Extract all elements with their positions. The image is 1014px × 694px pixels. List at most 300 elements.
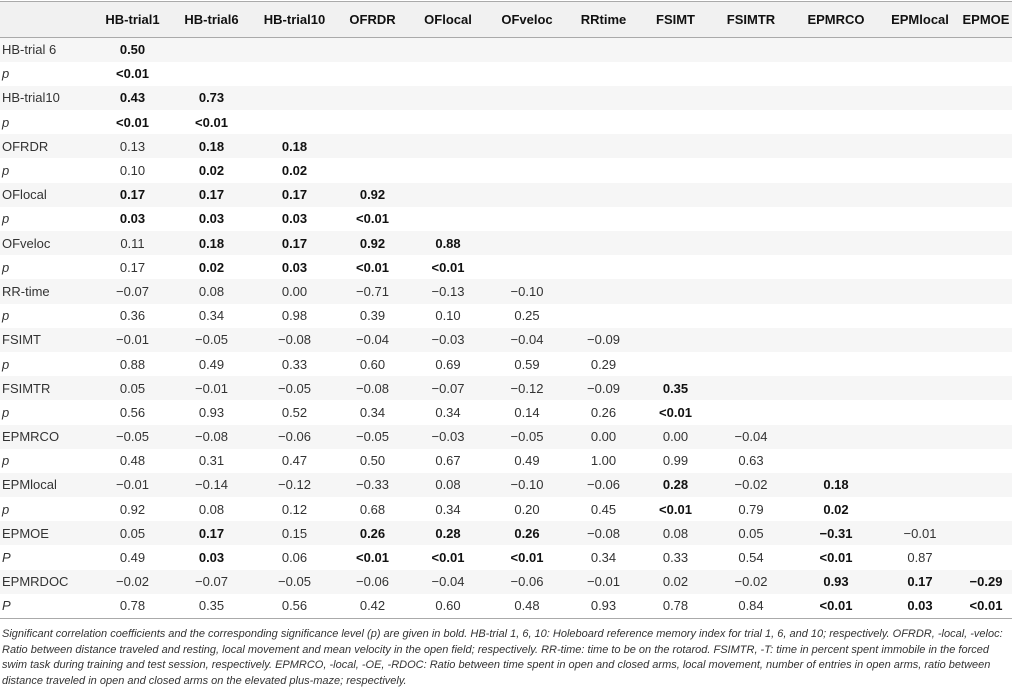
table-row xyxy=(0,158,1012,182)
table-cell: 1.00 xyxy=(590,453,617,469)
empty-cell xyxy=(792,110,880,134)
empty-cell xyxy=(566,134,641,158)
table-cell: 0.48 xyxy=(488,594,566,618)
table-cell: 0.73 xyxy=(198,90,225,106)
table-cell: 0.31 xyxy=(198,453,225,469)
table-cell: 0.93 xyxy=(566,594,641,618)
row-label: EPMRDOC xyxy=(2,574,69,590)
empty-cell xyxy=(960,62,1012,86)
row-label: p xyxy=(2,114,10,130)
table-cell: −0.07 xyxy=(431,380,465,396)
column-header: FSIMTR xyxy=(710,2,792,38)
table-cell: 0.08 xyxy=(435,477,461,493)
table-cell: <0.01 xyxy=(819,550,853,566)
empty-cell xyxy=(880,207,960,231)
table-cell: 0.99 xyxy=(662,453,689,469)
empty-cell xyxy=(792,304,880,328)
table-cell: 0.17 xyxy=(198,187,225,203)
table-cell: 0.48 xyxy=(119,453,146,469)
empty-cell xyxy=(488,255,566,279)
table-cell: <0.01 xyxy=(510,550,544,566)
empty-cell xyxy=(792,352,880,376)
table-row xyxy=(0,110,1012,134)
empty-cell xyxy=(566,158,641,182)
empty-cell xyxy=(792,183,880,207)
empty-cell xyxy=(566,231,641,255)
table-cell: 0.08 xyxy=(198,283,225,299)
empty-cell xyxy=(960,304,1012,328)
column-header: HB-trial1 xyxy=(94,2,171,38)
empty-cell xyxy=(641,304,710,328)
row-label: OFveloc xyxy=(2,235,51,251)
table-cell: −0.05 xyxy=(278,380,311,396)
table-cell: 0.14 xyxy=(514,404,540,420)
empty-cell xyxy=(566,110,641,134)
empty-cell xyxy=(408,62,488,86)
empty-cell xyxy=(337,134,408,158)
empty-cell xyxy=(710,376,792,400)
table-cell: 0.00 xyxy=(281,283,308,299)
empty-cell xyxy=(710,38,792,62)
empty-cell xyxy=(566,62,641,86)
table-cell: 0.92 xyxy=(359,235,386,251)
table-cell: <0.01 xyxy=(356,259,389,275)
empty-cell xyxy=(171,38,252,62)
empty-cell xyxy=(792,425,880,449)
table-cell: 0.60 xyxy=(408,594,488,618)
empty-cell xyxy=(880,134,960,158)
table-cell: 0.60 xyxy=(359,356,386,372)
empty-cell xyxy=(408,38,488,62)
table-cell: 0.47 xyxy=(281,453,308,469)
empty-cell xyxy=(337,86,408,110)
empty-cell xyxy=(488,62,566,86)
column-header: OFveloc xyxy=(488,2,566,38)
table-cell: 0.78 xyxy=(94,594,171,618)
table-cell: −0.03 xyxy=(431,332,465,348)
table-cell: 0.92 xyxy=(359,187,386,203)
empty-cell xyxy=(960,376,1012,400)
row-label: p xyxy=(2,66,10,82)
table-cell: <0.01 xyxy=(116,66,149,82)
table-row xyxy=(0,570,1012,594)
table-cell: 0.49 xyxy=(198,356,225,372)
empty-cell xyxy=(252,38,337,62)
correlation-table xyxy=(0,1,1012,619)
table-cell: 0.05 xyxy=(119,380,146,396)
table-cell: −0.01 xyxy=(116,332,149,348)
table-cell: 0.17 xyxy=(198,525,225,541)
empty-cell xyxy=(641,352,710,376)
empty-cell xyxy=(710,328,792,352)
table-cell: −0.09 xyxy=(587,332,620,348)
row-label: p xyxy=(2,308,10,324)
table-cell: −0.02 xyxy=(734,574,768,590)
table-cell: 0.88 xyxy=(435,235,461,251)
table-cell: 0.63 xyxy=(738,453,764,469)
empty-cell xyxy=(710,352,792,376)
table-row xyxy=(0,425,1012,449)
table-cell: 0.03 xyxy=(198,550,225,566)
empty-cell xyxy=(880,449,960,473)
empty-cell xyxy=(488,207,566,231)
table-cell: −0.02 xyxy=(116,574,149,590)
table-cell: 0.93 xyxy=(823,574,849,590)
table-cell: 0.34 xyxy=(198,308,225,324)
table-row xyxy=(0,352,1012,376)
table-cell: 0.29 xyxy=(590,356,617,372)
table-cell: 0.35 xyxy=(171,594,252,618)
empty-cell xyxy=(880,62,960,86)
empty-cell xyxy=(566,207,641,231)
empty-cell xyxy=(792,62,880,86)
table-cell: 0.45 xyxy=(590,501,617,517)
column-header: OFlocal xyxy=(408,2,488,38)
table-row xyxy=(0,473,1012,497)
empty-cell xyxy=(641,231,710,255)
column-header: EPMRCO xyxy=(792,2,880,38)
table-cell: 0.93 xyxy=(198,404,225,420)
empty-cell xyxy=(641,183,710,207)
empty-cell xyxy=(337,158,408,182)
empty-cell xyxy=(880,158,960,182)
table-row xyxy=(0,304,1012,328)
table-cell: 0.00 xyxy=(590,429,617,445)
empty-cell xyxy=(880,279,960,303)
table-cell: 0.68 xyxy=(359,501,386,517)
table-cell: 0.28 xyxy=(435,525,461,541)
empty-cell xyxy=(337,110,408,134)
table-cell: 0.02 xyxy=(281,163,308,179)
table-cell: −0.10 xyxy=(510,283,544,299)
table-row xyxy=(0,183,1012,207)
table-cell: 0.03 xyxy=(281,211,308,227)
table-cell: 0.12 xyxy=(281,501,308,517)
table-cell: −0.01 xyxy=(587,574,620,590)
table-header xyxy=(0,2,1012,38)
empty-cell xyxy=(252,110,337,134)
empty-cell xyxy=(408,134,488,158)
table-cell: 0.17 xyxy=(281,235,308,251)
table-cell: −0.07 xyxy=(116,283,149,299)
empty-cell xyxy=(880,38,960,62)
table-cell: −0.04 xyxy=(734,429,768,445)
table-cell: 0.87 xyxy=(907,550,933,566)
table-cell: 0.28 xyxy=(662,477,689,493)
table-cell: 0.36 xyxy=(119,308,146,324)
empty-cell xyxy=(641,279,710,303)
table-cell: −0.02 xyxy=(734,477,768,493)
table-cell: −0.07 xyxy=(195,574,228,590)
table-cell: −0.01 xyxy=(903,525,937,541)
table-cell: 0.26 xyxy=(359,525,386,541)
table-cell: −0.05 xyxy=(116,429,149,445)
empty-cell xyxy=(710,183,792,207)
empty-cell xyxy=(792,255,880,279)
empty-cell xyxy=(880,328,960,352)
empty-cell xyxy=(792,38,880,62)
empty-cell xyxy=(880,110,960,134)
empty-cell xyxy=(792,207,880,231)
empty-cell xyxy=(960,425,1012,449)
empty-cell xyxy=(337,62,408,86)
empty-cell xyxy=(710,134,792,158)
table-cell: 0.00 xyxy=(662,429,689,445)
table-cell: −0.01 xyxy=(116,477,149,493)
table-row xyxy=(0,545,1012,569)
empty-cell xyxy=(710,400,792,424)
table-cell: 0.17 xyxy=(119,187,146,203)
table-cell: 0.03 xyxy=(198,211,225,227)
table-cell: −0.06 xyxy=(356,574,389,590)
table-cell: <0.01 xyxy=(195,114,228,130)
table-cell: <0.01 xyxy=(659,404,692,420)
empty-cell xyxy=(880,473,960,497)
table-cell: <0.01 xyxy=(431,259,465,275)
table-cell: 0.18 xyxy=(281,138,308,154)
table-cell: 0.43 xyxy=(119,90,146,106)
table-cell: 0.33 xyxy=(662,550,689,566)
table-cell: 0.25 xyxy=(514,308,540,324)
empty-cell xyxy=(641,207,710,231)
table-row xyxy=(0,376,1012,400)
table-cell: <0.01 xyxy=(960,594,1012,618)
row-label: p xyxy=(2,356,10,372)
empty-cell xyxy=(641,110,710,134)
table-row xyxy=(0,449,1012,473)
empty-cell xyxy=(408,158,488,182)
table-cell: 0.06 xyxy=(281,550,308,566)
table-cell: <0.01 xyxy=(116,114,149,130)
table-cell: −0.12 xyxy=(278,477,311,493)
table-cell: 0.52 xyxy=(281,404,308,420)
empty-cell xyxy=(960,158,1012,182)
table-cell: −0.14 xyxy=(195,477,228,493)
column-header: OFRDR xyxy=(337,2,408,38)
row-label: HB-trial 6 xyxy=(2,42,57,58)
empty-cell xyxy=(710,110,792,134)
table-cell: −0.13 xyxy=(431,283,465,299)
table-cell: <0.01 xyxy=(356,211,389,227)
table-cell: 0.05 xyxy=(738,525,764,541)
table-cell: 0.05 xyxy=(119,525,146,541)
empty-cell xyxy=(641,62,710,86)
table-cell: <0.01 xyxy=(431,550,465,566)
table-row xyxy=(0,62,1012,86)
table-cell: 0.49 xyxy=(514,453,540,469)
empty-cell xyxy=(960,328,1012,352)
table-row xyxy=(0,328,1012,352)
row-label: OFlocal xyxy=(2,187,47,203)
table-cell: 0.50 xyxy=(119,42,146,58)
empty-cell xyxy=(960,497,1012,521)
table-cell: 0.17 xyxy=(281,187,308,203)
table-cell: −0.08 xyxy=(587,525,620,541)
empty-cell xyxy=(792,86,880,110)
empty-cell xyxy=(880,352,960,376)
table-cell: 0.17 xyxy=(119,259,146,275)
table-cell: −0.08 xyxy=(195,429,228,445)
table-cell: 0.34 xyxy=(435,501,461,517)
empty-cell xyxy=(960,183,1012,207)
empty-cell xyxy=(960,473,1012,497)
empty-cell xyxy=(960,255,1012,279)
table-cell: 0.42 xyxy=(337,594,408,618)
empty-cell xyxy=(880,255,960,279)
row-label: p xyxy=(2,259,10,275)
empty-cell xyxy=(566,183,641,207)
table-cell: 0.50 xyxy=(359,453,386,469)
table-cell: 0.49 xyxy=(119,550,146,566)
row-label: p xyxy=(2,404,10,420)
column-header: EPMOE xyxy=(960,2,1012,38)
table-cell: −0.09 xyxy=(587,380,620,396)
table-cell: 0.26 xyxy=(590,404,617,420)
row-label: p xyxy=(2,453,10,469)
table-cell: 0.02 xyxy=(662,574,689,590)
table-row xyxy=(0,594,1012,618)
table-cell: 0.34 xyxy=(590,550,617,566)
row-label: p xyxy=(2,163,10,179)
empty-cell xyxy=(408,86,488,110)
table-cell: 0.67 xyxy=(435,453,461,469)
table-cell: 0.34 xyxy=(435,404,461,420)
table-cell: 0.92 xyxy=(119,501,146,517)
table-cell: 0.84 xyxy=(710,594,792,618)
table-footnote: Significant correlation coefficients and the corresponding significance level (p) are given in bold. HB-trial 1, 6, 10: Holeboard reference memory index for trial 1, 6, and 10; respectively. OFRDR, -local, -veloc: Ratio between distance traveled and resting, local movement and mean velocity in the open field; respectively. RR-time: time to be on the rotarod. FSIMTR, -T: time in percent spent immobile in the forced swim task during training and test session, respectively. EPMRCO, -local, -OE, -RDOC: Ratio between time spent in open and closed arms, local movement, number of entries in open arms, ratio between distance traveled in open and closed arms on the elevated plus-maze; respectively. xyxy=(2,628,1003,687)
table-cell: 0.17 xyxy=(907,574,933,590)
row-label: OFRDR xyxy=(2,138,49,154)
table-cell: −0.05 xyxy=(195,332,228,348)
table-row xyxy=(0,38,1012,62)
empty-cell xyxy=(792,231,880,255)
empty-cell xyxy=(710,231,792,255)
empty-cell xyxy=(252,86,337,110)
table-cell: 0.02 xyxy=(198,163,225,179)
table-row xyxy=(0,86,1012,110)
empty-cell xyxy=(960,110,1012,134)
empty-cell xyxy=(641,328,710,352)
table-cell: −0.06 xyxy=(510,574,544,590)
empty-cell xyxy=(566,86,641,110)
row-label: P xyxy=(2,550,11,566)
table-cell: −0.03 xyxy=(431,429,465,445)
row-label: EPMRCO xyxy=(2,429,60,445)
empty-cell xyxy=(710,279,792,303)
row-label: HB-trial10 xyxy=(2,90,60,106)
column-header: RRtime xyxy=(566,2,641,38)
empty-cell xyxy=(488,183,566,207)
empty-cell xyxy=(710,62,792,86)
table-cell: 0.03 xyxy=(281,259,308,275)
table-cell: −0.01 xyxy=(195,380,228,396)
empty-cell xyxy=(252,62,337,86)
table-cell: 0.15 xyxy=(281,525,308,541)
table-row xyxy=(0,400,1012,424)
empty-cell xyxy=(488,86,566,110)
empty-cell xyxy=(566,304,641,328)
table-cell: 0.02 xyxy=(823,501,849,517)
table-cell: −0.33 xyxy=(356,477,389,493)
table-body xyxy=(0,38,1012,619)
table-cell: 0.26 xyxy=(514,525,540,541)
table-cell: −0.05 xyxy=(356,429,389,445)
empty-cell xyxy=(880,304,960,328)
empty-cell xyxy=(960,38,1012,62)
table-row xyxy=(0,279,1012,303)
table-cell: 0.18 xyxy=(198,235,225,251)
empty-cell xyxy=(566,279,641,303)
empty-cell xyxy=(880,86,960,110)
header-corner xyxy=(0,2,94,38)
table-cell: 0.03 xyxy=(119,211,146,227)
empty-cell xyxy=(710,255,792,279)
table-cell: 0.34 xyxy=(359,404,386,420)
column-header: FSIMT xyxy=(641,2,710,38)
empty-cell xyxy=(960,521,1012,545)
table-cell: −0.04 xyxy=(431,574,465,590)
empty-cell xyxy=(960,231,1012,255)
table-cell: 0.56 xyxy=(119,404,146,420)
empty-cell xyxy=(641,134,710,158)
empty-cell xyxy=(641,86,710,110)
table-cell: 0.13 xyxy=(119,138,146,154)
table-cell: 0.33 xyxy=(281,356,308,372)
empty-cell xyxy=(710,86,792,110)
table-cell: 0.39 xyxy=(359,308,386,324)
empty-cell xyxy=(641,158,710,182)
row-label: P xyxy=(0,594,94,618)
table-cell: 0.78 xyxy=(641,594,710,618)
table-cell: −0.08 xyxy=(356,380,389,396)
table-cell: −0.71 xyxy=(356,283,389,299)
empty-cell xyxy=(792,158,880,182)
table-cell: 0.79 xyxy=(738,501,764,517)
table-cell: 0.69 xyxy=(435,356,461,372)
header-row xyxy=(0,2,1012,38)
table-cell: 0.59 xyxy=(514,356,540,372)
empty-cell xyxy=(880,231,960,255)
table-cell: −0.29 xyxy=(969,574,1003,590)
table-cell: −0.04 xyxy=(510,332,544,348)
table-row xyxy=(0,497,1012,521)
row-label: p xyxy=(2,211,10,227)
table-cell: 0.08 xyxy=(198,501,225,517)
empty-cell xyxy=(408,207,488,231)
table-cell: −0.06 xyxy=(278,429,311,445)
table-cell: 0.10 xyxy=(435,308,461,324)
table-cell: 0.88 xyxy=(119,356,146,372)
empty-cell xyxy=(566,38,641,62)
empty-cell xyxy=(408,110,488,134)
table-cell: 0.56 xyxy=(252,594,337,618)
empty-cell xyxy=(710,304,792,328)
table-cell: <0.01 xyxy=(659,501,692,517)
table-cell: −0.31 xyxy=(819,525,853,541)
empty-cell xyxy=(792,328,880,352)
table-cell: 0.02 xyxy=(198,259,225,275)
row-label: EPMlocal xyxy=(2,477,57,493)
empty-cell xyxy=(641,38,710,62)
empty-cell xyxy=(792,279,880,303)
empty-cell xyxy=(710,158,792,182)
table-cell: 0.18 xyxy=(198,138,225,154)
empty-cell xyxy=(880,400,960,424)
table-row xyxy=(0,134,1012,158)
empty-cell xyxy=(880,376,960,400)
table-row xyxy=(0,231,1012,255)
empty-cell xyxy=(488,231,566,255)
